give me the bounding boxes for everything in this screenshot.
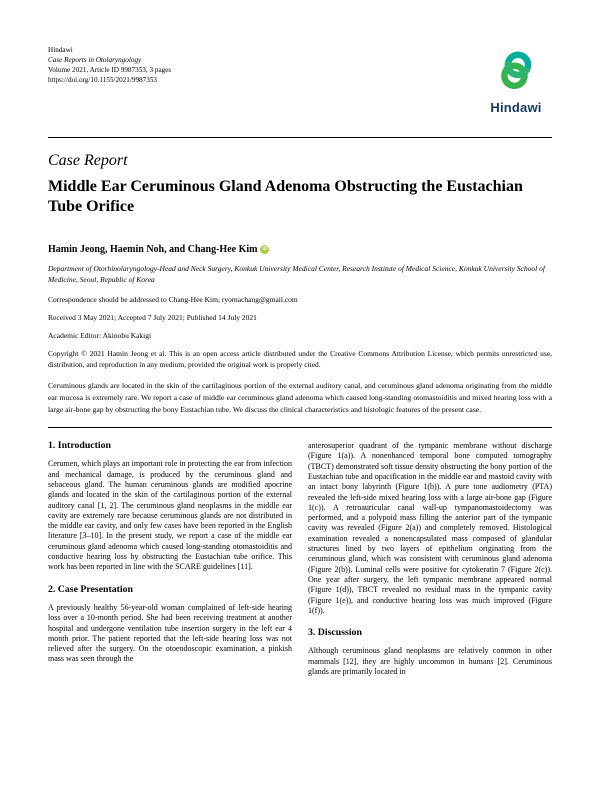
header-divider <box>48 137 552 138</box>
hindawi-logo-icon <box>493 81 539 98</box>
abstract-divider <box>48 427 552 428</box>
doi-link: https://doi.org/10.1155/2021/9987353 <box>48 75 158 84</box>
article-metadata <box>48 46 171 86</box>
case-presentation-paragraph: A previously healthy 56-year-old woman complained of left-side hearing loss over a 10-month period. She had been receiving treatment at another hospital and undergone ventilation tube insertion surgery in the left ear 4 month prior. The patient reported that the left-side hearing loss was not relieved after the surgery. On the otoendoscopic examination, a pinkish mass was seen through the <box>48 602 292 664</box>
authors-names: Hamin Jeong, Haemin Noh, and Chang-Hee Kim <box>48 243 258 255</box>
section-heading-introduction: 1. Introduction <box>48 440 111 452</box>
dates-line: Received 3 May 2021; Accepted 7 July 2021; Published 14 July 2021 <box>48 312 257 322</box>
section-heading-discussion: 3. Discussion <box>308 627 362 639</box>
hindawi-wordmark: Hindawi <box>490 100 542 115</box>
authors-line <box>48 244 552 255</box>
article-title: Middle Ear Ceruminous Gland Adenoma Obstructing the Eustachian Tube Orifice <box>48 178 523 216</box>
introduction-paragraph: Cerumen, which plays an important role in protecting the ear from infection and mechanical damage, is produced by the ceruminous gland and sebaceous gland. The human ceruminous glands are modified apocrine glands and located in the skin of the cartilaginous portion of the external auditory canal [1, 2]. The ceruminous gland neoplasms in the middle ear cavity are extremely rare because ceruminous glands are not distributed in the middle ear cavity, and only few cases have been reported in the English literature [3–10]. In the present study, we report a case of the middle ear ceruminous gland adenoma which caused long-standing otomastoiditis and conductive hearing loss by obstructing the Eustachian tube orifice. This work has been reported in line with the SCARE guidelines [11]. <box>48 459 292 572</box>
copyright-notice: Copyright © 2021 Hamin Jeong et al. This is an open access article distributed under the Creative Commons Attribution License, which permits unrestricted use, distribution, and reproduction in any medium, provided the original work is properly cited. <box>48 348 552 369</box>
affiliation-line: Department of Otorhinolaryngology-Head and Neck Surgery, Konkuk University Medical Center, Research Institute of Medical Science, Konkuk University School of Medicine, Seoul, Republic of Korea <box>48 263 545 284</box>
orcid-icon: iD <box>262 246 268 253</box>
journal-name: Case Reports in Otolaryngology <box>48 55 142 64</box>
case-presentation-continued-paragraph: anterosuperior quadrant of the tympanic membrane without discharge (Figure 1(a)). A nonenhanced temporal bone computed tomography (TBCT) demonstrated soft tissue density obstructing the bony portion of the Eustachian tube and opacification in the middle ear and mastoid cavity with an intact bony labyrinth (Figure 1(b)). A pure tone audiometry (PTA) revealed the left-side mixed hearing loss with a large air-bone gap (Figure 1(c)). A retroauricular canal wall-up tympanomastoidectomy was performed, and a polypoid mass filling the anterior part of the tympanic cavity was revealed (Figure 2(a)) and completely removed. Histological examination revealed a nonencapsulated mass composed of glandular structures lined by two layers of epithelium originating from the ceruminous gland, which was consistent with ceruminous gland adenoma (Figure 2(b)). Luminal cells were positive for cytokeratin 7 (Figure 2(c)). One year after surgery, the left tympanic membrane appeared normal (Figure 1(d)), TBCT revealed no residual mass in the tympanic cavity (Figure 1(e)), and conductive hearing loss was much improved (Figure 1(f)). <box>308 441 552 615</box>
correspondence-line: Correspondence should be addressed to Chang-Hee Kim; ryomachang@gmail.com <box>48 294 298 304</box>
body-columns <box>48 441 552 677</box>
editor-line: Academic Editor: Akinobu Kakigi <box>48 330 152 340</box>
discussion-paragraph: Although ceruminous gland neoplasms are relatively common in other mammals [12], they are highly uncommon in humans [2]. Ceruminous glands are primarily located in <box>308 646 552 677</box>
section-heading-case-presentation: 2. Case Presentation <box>48 583 133 595</box>
article-type-label: Case Report <box>48 152 128 169</box>
publisher-name: Hindawi <box>48 46 73 54</box>
hindawi-logo-block <box>480 48 552 115</box>
abstract-text: Ceruminous glands are located in the skin of the cartilaginous portion of the external auditory canal, and ceruminous gland adenoma originating from the middle ear mucosa is extremely rare. We report a case of middle ear ceruminous gland adenoma which caused long-standing otomastoiditis and mixed hearing loss with a large air-bone gap by obstructing the bony Eustachian tube. We discuss the clinical characteristics and histologic features of the present case. <box>48 381 552 414</box>
page-header <box>48 46 552 115</box>
right-column <box>308 441 552 677</box>
left-column <box>48 441 292 677</box>
volume-line: Volume 2021, Article ID 9987353, 3 pages <box>48 65 172 74</box>
